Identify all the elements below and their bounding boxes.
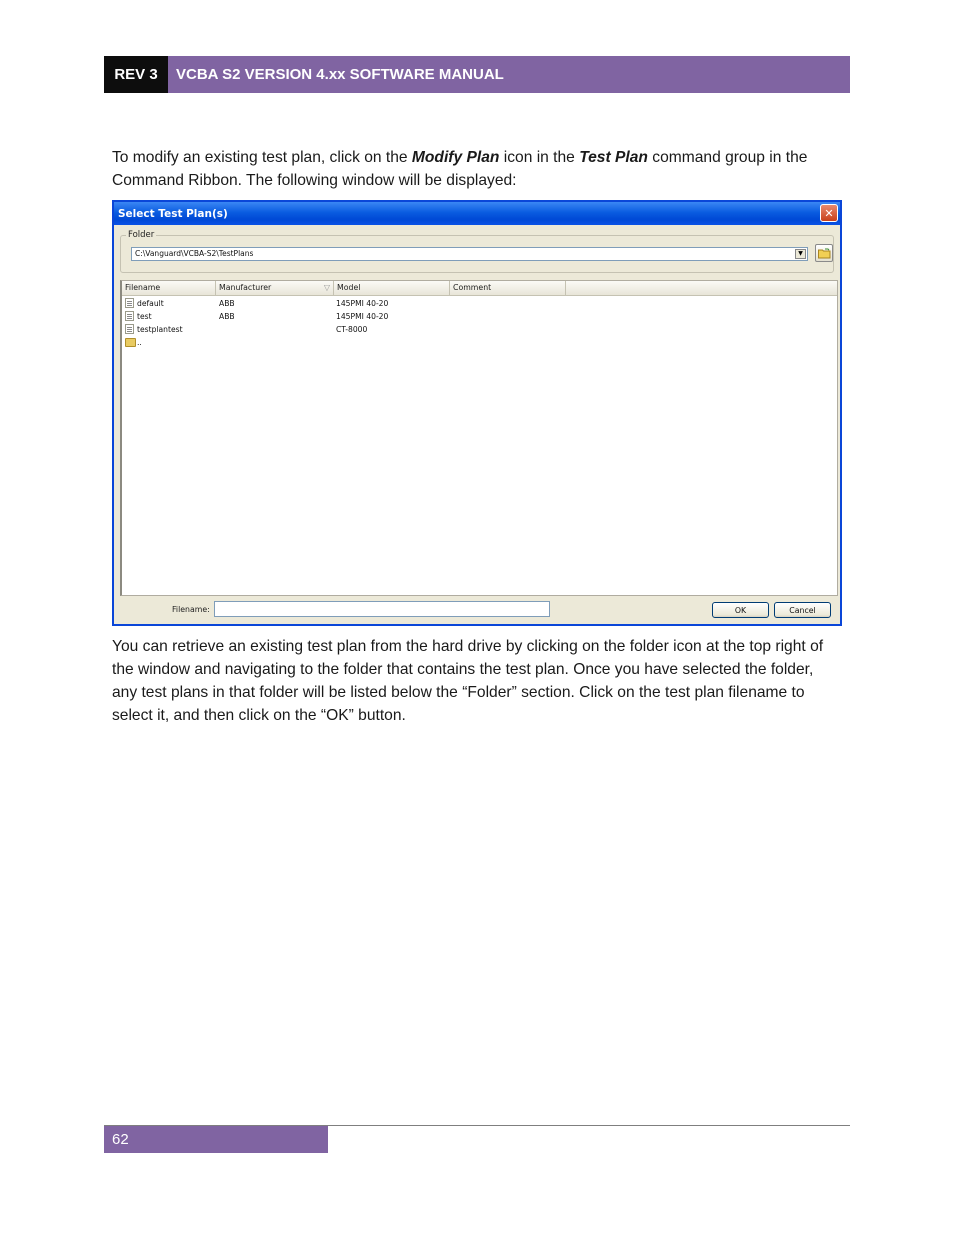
close-icon: ✕ <box>824 206 834 220</box>
dropdown-arrow-icon[interactable]: ▼ <box>795 249 806 259</box>
list-header <box>122 281 837 296</box>
manual-title: VCBA S2 VERSION 4.xx SOFTWARE MANUAL <box>168 56 850 93</box>
folder-path-value: C:\Vanguard\VCBA-S2\TestPlans <box>135 249 254 258</box>
parent-folder-label: .. <box>137 338 142 347</box>
intro-text-3: command group in the Command Ribbon. The following window will be displayed: <box>112 149 808 189</box>
row-manufacturer: ABB <box>219 299 235 308</box>
intro-text-2: icon in the <box>499 149 580 166</box>
instructions-paragraph: You can retrieve an existing test plan from the hard drive by clicking on the folder icon at the top right of the window and navigating to the folder that contains the test plan. Once you have selected the folder, any test plans in that folder will be listed below the “Folder” section. Click on the test plan filename to select it, and then click on the “OK” button. <box>112 638 824 724</box>
dialog-bottom-bar <box>114 598 840 624</box>
table-row[interactable] <box>122 297 837 310</box>
dialog-titlebar[interactable] <box>114 202 840 225</box>
dialog-title: Select Test Plan(s) <box>118 207 228 220</box>
document-icon <box>125 324 134 334</box>
ok-button[interactable]: OK <box>712 602 769 618</box>
select-test-plan-dialog <box>112 200 842 626</box>
table-row[interactable] <box>122 310 837 323</box>
intro-paragraph <box>112 146 837 192</box>
column-header-manufacturer-label: Manufacturer <box>219 283 272 292</box>
browse-folder-button[interactable] <box>815 244 833 262</box>
row-model: 145PMI 40-20 <box>336 299 389 308</box>
column-header-model[interactable]: Model <box>334 281 450 295</box>
row-filename: testplantest <box>137 325 183 334</box>
test-plan-term: Test Plan <box>579 149 648 166</box>
table-row[interactable] <box>122 323 837 336</box>
column-header-comment[interactable]: Comment <box>450 281 566 295</box>
filename-input[interactable] <box>214 601 550 617</box>
folder-icon <box>818 248 831 259</box>
cancel-button[interactable]: Cancel <box>774 602 831 618</box>
filename-label: Filename: <box>172 605 210 614</box>
close-button[interactable] <box>820 204 838 222</box>
page-number: 62 <box>104 1126 328 1153</box>
sort-icon: ▽ <box>323 283 330 292</box>
rev-badge: REV 3 <box>104 56 168 93</box>
row-filename: test <box>137 312 152 321</box>
row-filename: default <box>137 299 164 308</box>
parent-folder-row[interactable] <box>122 336 837 349</box>
row-manufacturer: ABB <box>219 312 235 321</box>
row-model: 145PMI 40-20 <box>336 312 389 321</box>
folder-group <box>120 230 834 273</box>
column-header-manufacturer[interactable] <box>216 281 334 295</box>
up-folder-icon <box>125 338 136 347</box>
folder-group-label: Folder <box>128 230 155 240</box>
test-plan-list[interactable] <box>120 280 838 596</box>
modify-plan-term: Modify Plan <box>411 149 500 166</box>
intro-text-1: To modify an existing test plan, click on the <box>112 149 412 166</box>
document-icon <box>125 311 134 321</box>
row-model: CT-8000 <box>336 325 368 334</box>
column-header-filename[interactable]: Filename <box>122 281 216 295</box>
folder-path-combo[interactable] <box>131 247 808 261</box>
document-icon <box>125 298 134 308</box>
